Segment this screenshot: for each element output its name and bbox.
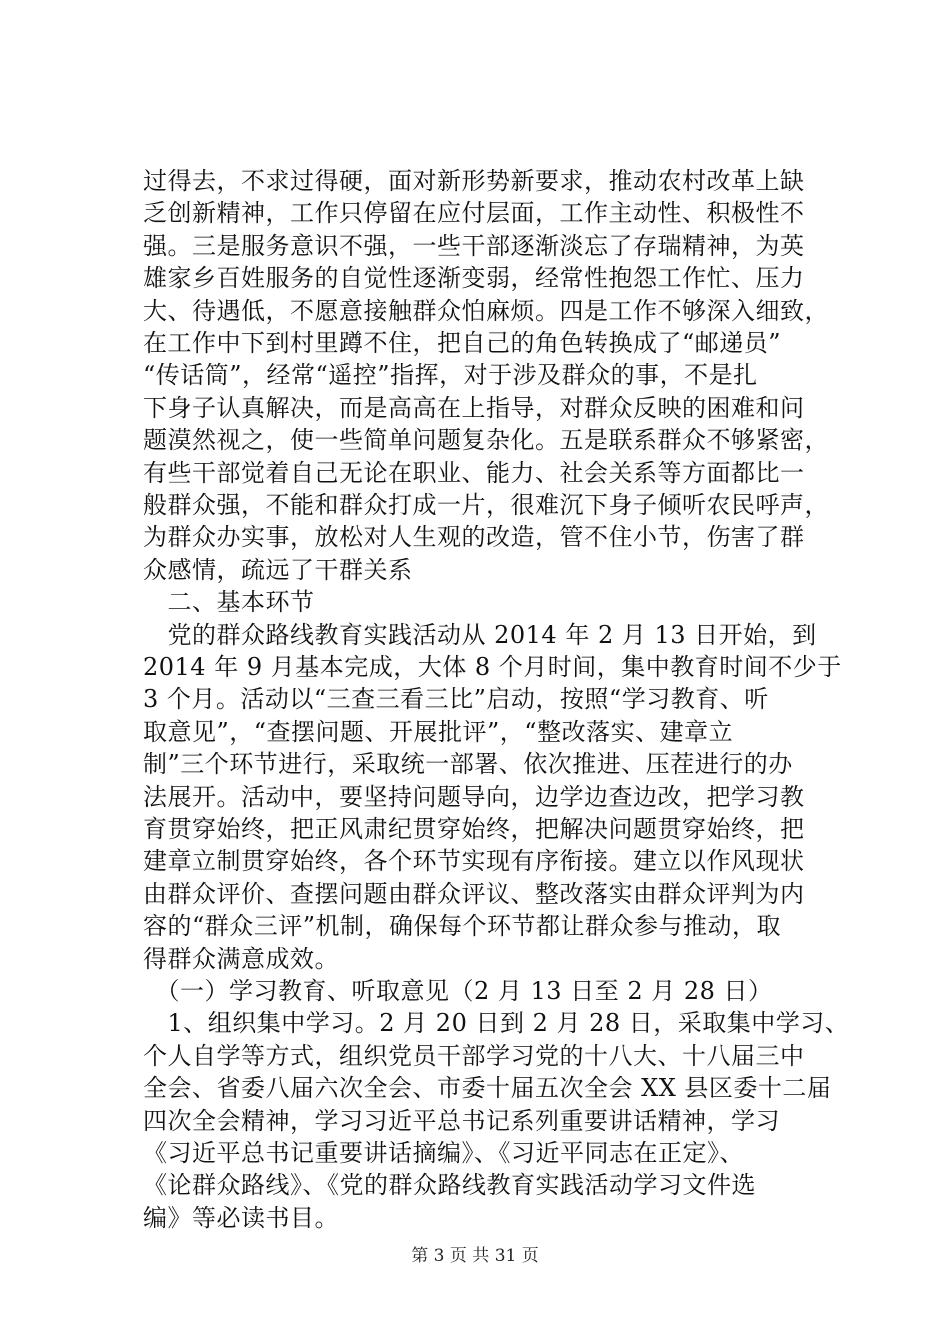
section-heading: 二、基本环节 <box>143 588 315 617</box>
body-text-line: 下身子认真解决，而是高高在上指导，对群众反映的困难和问 <box>143 393 805 422</box>
body-text-line: “传话筒”，经常“遥控”指挥，对于涉及群众的事，不是扎 <box>143 361 758 390</box>
body-text-line: 《论群众路线》、《党的群众路线教育实践活动学习文件选 <box>143 1171 756 1200</box>
body-text-line: 题漠然视之，使一些简单问题复杂化。五是联系群众不够紧密， <box>143 426 829 455</box>
page-footer: 第 3 页 共 31 页 <box>411 1246 539 1266</box>
body-text-line: 3 个月。活动以“三查三看三比”启动，按照“学习教育、听 <box>143 685 769 714</box>
body-text-line: 2014 年 9 月基本完成，大体 8 个月时间，集中教育时间不少于 <box>143 653 842 681</box>
body-text-line: 大、待遇低，不愿意接触群众怕麻烦。四是工作不够深入细致， <box>143 296 829 325</box>
body-text-line: 法展开。活动中，要坚持问题导向，边学边查边改，把学习教 <box>143 782 805 811</box>
body-text-line: 容的“群众三评”机制，确保每个环节都让群众参与推动，取 <box>143 912 782 941</box>
body-text-line: 全会、省委八届六次全会、市委十届五次全会 XX 县区委十二届 <box>143 1074 832 1103</box>
body-text-line: 取意见”，“查摆问题、开展批评”，“整改落实、建章立 <box>143 717 734 746</box>
body-text-line: 编》等必读书目。 <box>143 1203 339 1232</box>
body-text-line: 为群众办实事，放松对人生观的改造，管不住小节，伤害了群 <box>143 523 805 552</box>
body-text-line: 得群众满意成效。 <box>143 944 339 973</box>
subsection-heading: （一）学习教育、听取意见（2 月 13 日至 2 月 28 日） <box>143 977 773 1005</box>
body-text-line: 由群众评价、查摆问题由群众评议、整改落实由群众评判为内 <box>143 879 805 908</box>
body-text-line: 过得去，不求过得硬，面对新形势新要求，推动农村改革上缺 <box>143 167 805 195</box>
body-text-line: 党的群众路线教育实践活动从 2014 年 2 月 13 日开始，到 <box>143 620 817 649</box>
body-text-line: 个人自学等方式，组织党员干部学习党的十八大、十八届三中 <box>143 1041 805 1070</box>
body-text-line: 建章立制贯穿始终，各个环节实现有序衔接。建立以作风现状 <box>143 847 805 876</box>
body-text-line: 四次全会精神，学习习近平总书记系列重要讲话精神，学习 <box>143 1106 780 1135</box>
body-text-line: 育贯穿始终，把正风肃纪贯穿始终，把解决问题贯穿始终，把 <box>143 815 805 843</box>
body-text-line: 般群众强，不能和群众打成一片，很难沉下身子倾听农民呼声， <box>143 491 829 519</box>
body-text-line: 雄家乡百姓服务的自觉性逐渐变弱，经常性抱怨工作忙、压力 <box>143 264 805 293</box>
body-text-line: 有些干部觉着自己无论在职业、能力、社会关系等方面都比一 <box>143 458 805 487</box>
body-text-line: 制”三个环节进行，采取统一部署、依次推进、压茬进行的办 <box>143 750 793 779</box>
body-text-line: 1、组织集中学习。2 月 20 日到 2 月 28 日，采取集中学习、 <box>143 1009 850 1038</box>
body-text-line: 强。三是服务意识不强，一些干部逐渐淡忘了存瑞精神，为英 <box>143 231 805 260</box>
body-text-line: 乏创新精神，工作只停留在应付层面，工作主动性、积极性不 <box>143 199 805 228</box>
body-text-line: 在工作中下到村里蹲不住，把自己的角色转换成了“邮递员” <box>143 329 782 357</box>
body-text-line: 众感情，疏远了干群关系 <box>143 555 413 584</box>
body-text-line: 《习近平总书记重要讲话摘编》、《习近平同志在正定》、 <box>143 1139 744 1167</box>
